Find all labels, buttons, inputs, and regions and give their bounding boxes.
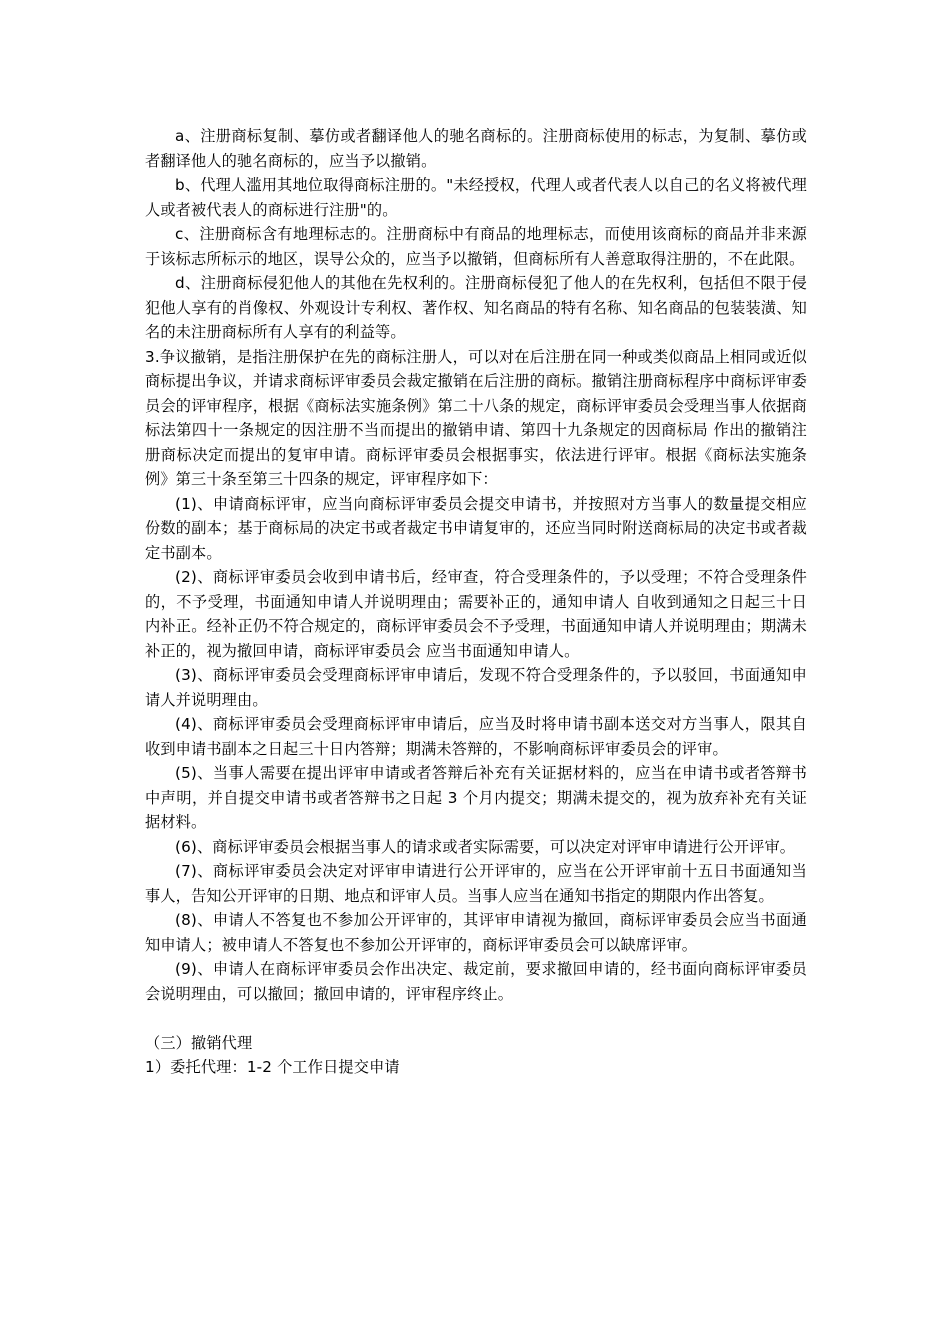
section-list-item: 1）委托代理：1-2 个工作日提交申请 (145, 1058, 400, 1076)
document-body (145, 124, 807, 1080)
paragraph-c: c、注册商标含有地理标志的。注册商标中有商品的地理标志，而使用该商标的商品并非来源于该标志所标示的地区，误导公众的，应当予以撤销，但商标所有人善意取得注册的，不在此限。 (145, 225, 807, 268)
procedure-step-7: (7)、商标评审委员会决定对评审申请进行公开评审的，应当在公开评审前十五日书面通知当事人，告知公开评审的日期、地点和评审人员。当事人应当在通知书指定的期限内作出答复。 (145, 862, 807, 905)
procedure-step-5: (5)、当事人需要在提出评审申请或者答辩后补充有关证据材料的，应当在申请书或者答辩书中声明，并自提交申请书或者答辩书之日起 3 个月内提交；期满未提交的，视为放弃补充有关证据材料。 (145, 764, 807, 831)
paragraph-d: d、注册商标侵犯他人的其他在先权利的。注册商标侵犯了他人的在先权利，包括但不限于侵犯他人享有的肖像权、外观设计专利权、著作权、知名商品的特有名称、知名商品的包装装潢、知名的未注册商标所有人享有的利益等。 (145, 274, 807, 341)
procedure-step-8: (8)、申请人不答复也不参加公开评审的，其评审申请视为撤回，商标评审委员会应当书面通知申请人；被申请人不答复也不参加公开评审的，商标评审委员会可以缺席评审。 (145, 911, 807, 954)
procedure-step-6: (6)、商标评审委员会根据当事人的请求或者实际需要，可以决定对评审申请进行公开评审。 (175, 837, 796, 856)
paragraph-spacer (145, 1006, 807, 1031)
procedure-step-2: (2)、商标评审委员会收到申请书后，经审查，符合受理条件的，予以受理；不符合受理条件的，不予受理，书面通知申请人并说明理由；需要补正的，通知申请人 自收到通知之日起三十日内补正。经补正仍不符合规定的，商标评审委员会不予受理，书面通知申请人并说明理由；期满未补正的，视为撤回申请，商标评审委员会 应当书面通知申请人。 (145, 568, 807, 660)
procedure-step-4: (4)、商标评审委员会受理商标评审申请后，应当及时将申请书副本送交对方当事人，限其自收到申请书副本之日起三十日内答辩；期满未答辩的，不影响商标评审委员会的评审。 (145, 715, 807, 758)
procedure-step-1: (1)、申请商标评审，应当向商标评审委员会提交申请书，并按照对方当事人的数量提交相应份数的副本；基于商标局的决定书或者裁定书申请复审的，还应当同时附送商标局的决定书或者裁定书副本。 (145, 494, 807, 562)
paragraph-a: a、注册商标复制、摹仿或者翻译他人的驰名商标的。注册商标使用的标志，为复制、摹仿或者翻译他人的驰名商标的，应当予以撤销。 (145, 127, 807, 170)
paragraph-b: b、代理人滥用其地位取得商标注册的。"未经授权，代理人或者代表人以自己的名义将被代理人或者被代表人的商标进行注册"的。 (145, 176, 807, 219)
procedure-step-9: (9)、申请人在商标评审委员会作出决定、裁定前，要求撤回申请的，经书面向商标评审委员会说明理由，可以撤回；撤回申请的，评审程序终止。 (145, 960, 807, 1003)
dispute-revocation-paragraph: 3.争议撤销，是指注册保护在先的商标注册人，可以对在后注册在同一种或类似商品上相同或近似商标提出争议，并请求商标评审委员会裁定撤销在后注册的商标。撤销注册商标程序中商标评审委员会的评审程序，根据《商标法实施条例》第二十八条的规定，商标评审委员会受理当事人依据商标法第四十一条规定的因注册不当而提出的撤销申请、第四十九条规定的因商标局 作出的撤销注册商标决定而提出的复审申请。商标评审委员会根据事实，依法进行评审。根据《商标法实施条例》第三十条至第三十四条的规定，评审程序如下： (145, 347, 807, 488)
section-heading: （三）撤销代理 (145, 1033, 253, 1052)
procedure-step-3: (3)、商标评审委员会受理商标评审申请后，发现不符合受理条件的，予以驳回，书面通知申请人并说明理由。 (145, 666, 807, 709)
